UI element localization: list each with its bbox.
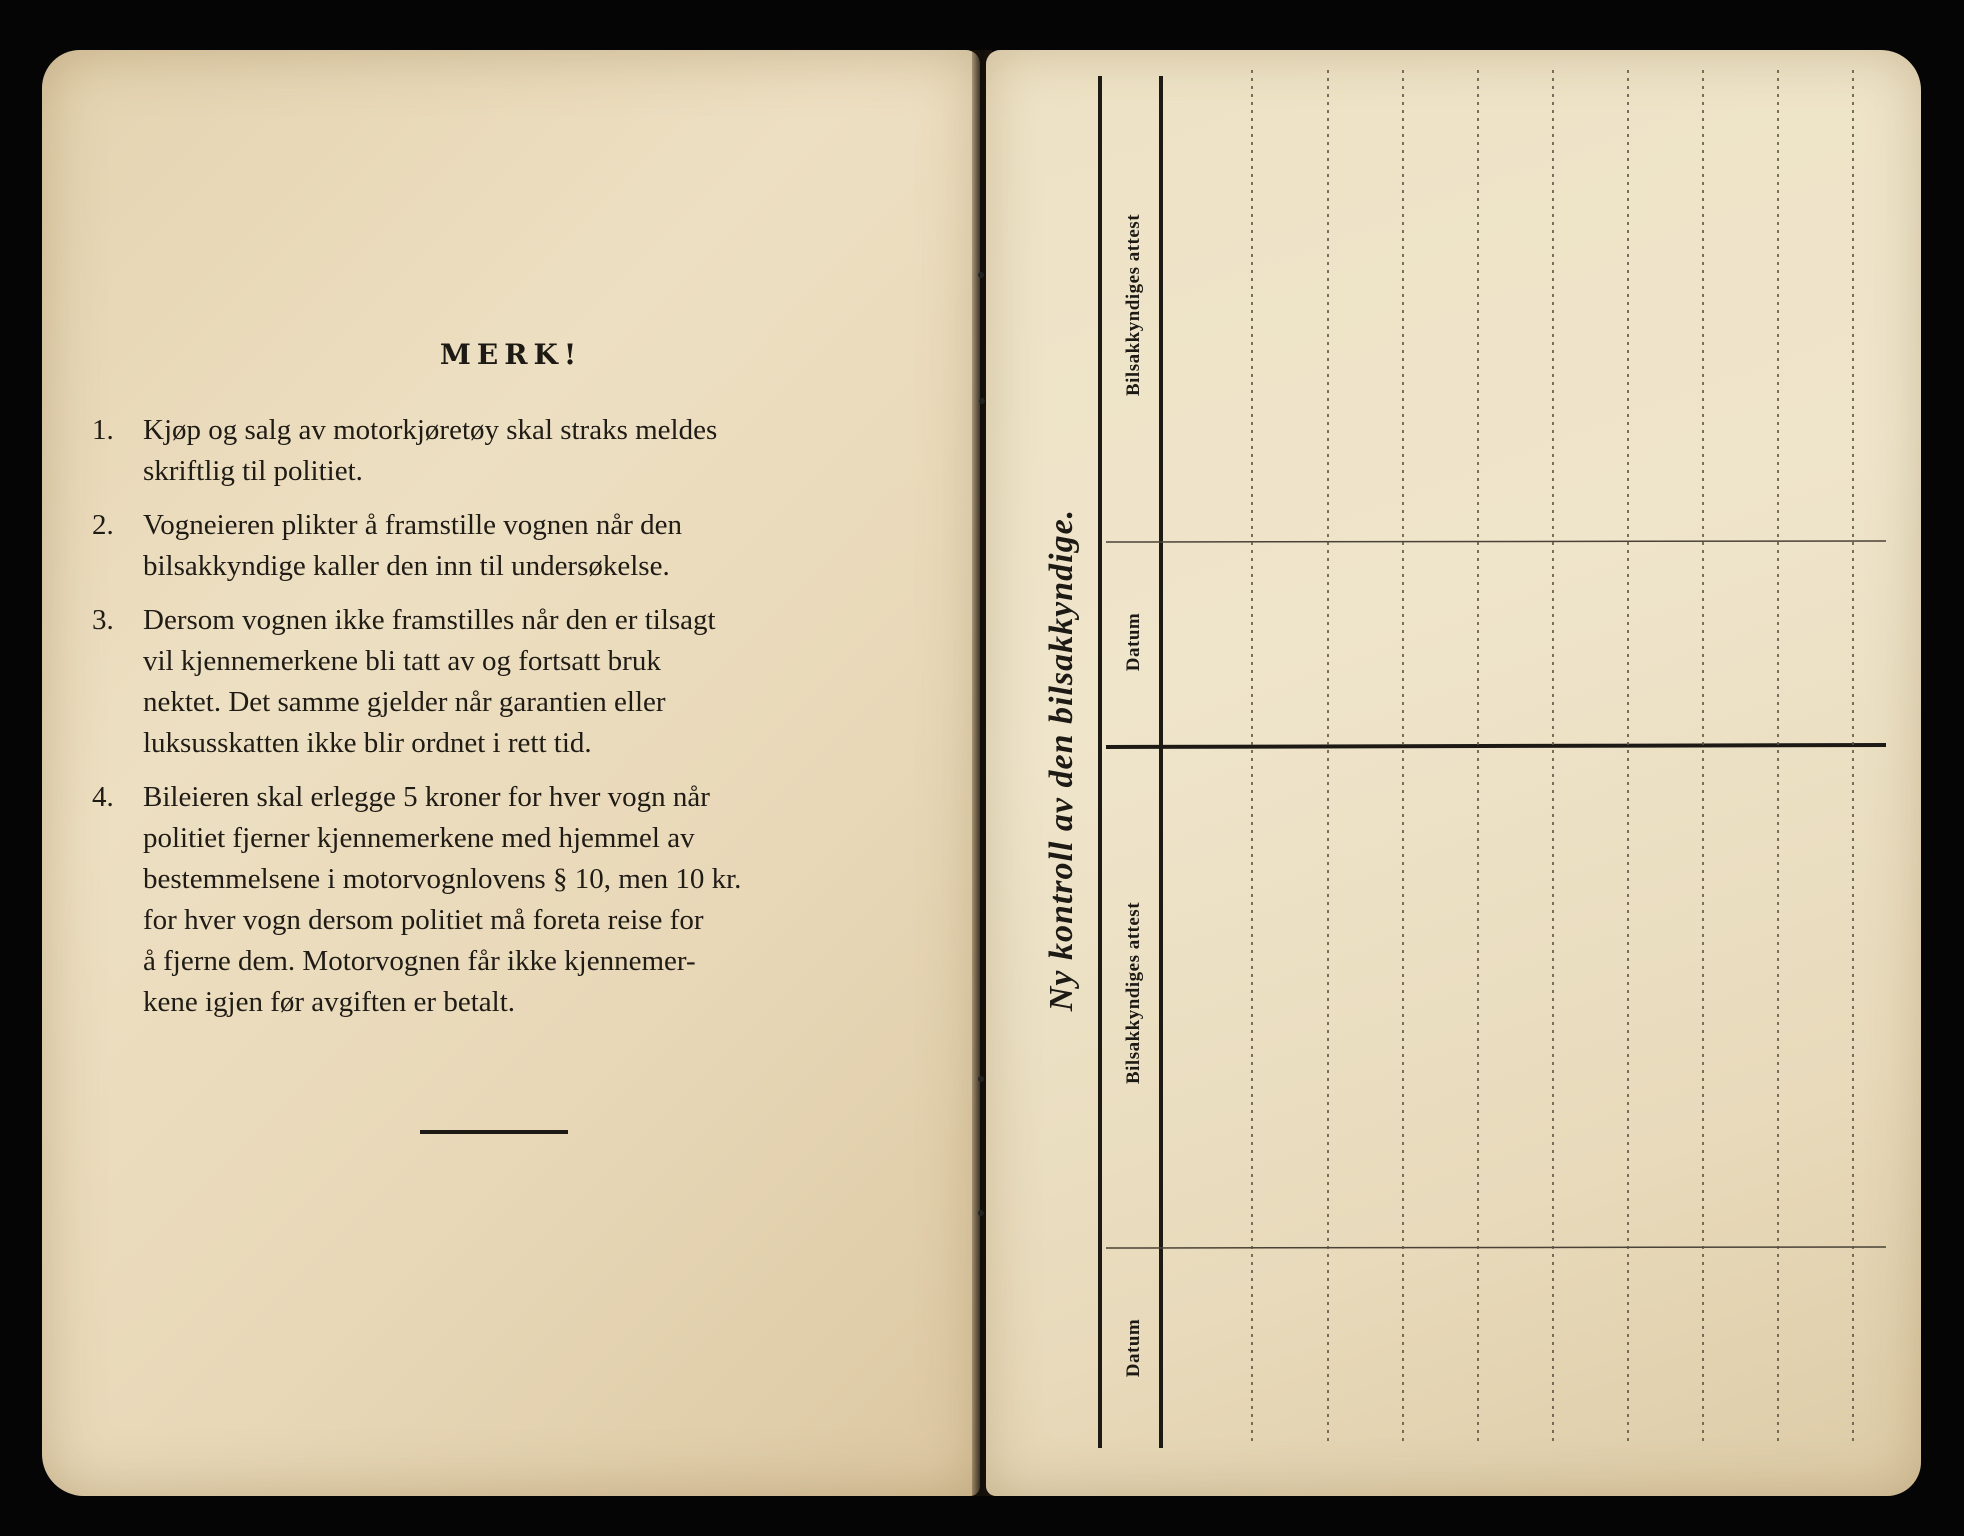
grid-divider-line xyxy=(1106,745,1886,747)
lower-attest-label: Bilsakkyndiges attest xyxy=(1123,901,1144,1085)
rule-number: 2. xyxy=(92,509,114,541)
rule-line: Bileieren skal erlegge 5 kroner for hver vogn når xyxy=(143,781,710,813)
rule-line: skriftlig til politiet. xyxy=(143,455,363,487)
rule-line: nektet. Det samme gjelder når garantien eller xyxy=(143,686,666,718)
rule-line: Dersom vognen ikke framstilles når den er tilsagt xyxy=(143,604,716,636)
rule-line: kene igjen før avgiften er betalt. xyxy=(143,986,516,1018)
rule-line: Kjøp og salg av motorkjøretøy skal straks meldes xyxy=(143,414,718,446)
dotted-column-lines xyxy=(1252,70,1853,1446)
rule-line: politiet fjerner kjennemerkene med hjemmel av xyxy=(143,822,695,854)
upper-attest-label: Bilsakkyndiges attest xyxy=(1123,213,1144,397)
rule-line: bilsakkyndige kaller den inn til undersøkelse. xyxy=(143,550,670,582)
rule-line: luksusskatten ikke blir ordnet i rett tid. xyxy=(143,727,592,759)
rule-line: bestemmelsene i motorvognlovens § 10, men 10 kr. xyxy=(143,863,742,895)
grid-row-line xyxy=(1106,541,1886,542)
rule-line: å fjerne dem. Motorvognen får ikke kjennemer- xyxy=(143,945,696,977)
rule-number: 1. xyxy=(92,414,114,446)
rule-line: for hver vogn dersom politiet må foreta reise for xyxy=(143,904,704,936)
rule-line: vil kjennemerkene bli tatt av og fortsatt bruk xyxy=(143,645,661,677)
rule-number: 3. xyxy=(92,604,114,636)
rule-number: 4. xyxy=(92,781,114,813)
grid-row-line xyxy=(1106,1247,1886,1248)
rule-line: Vogneieren plikter å framstille vognen når den xyxy=(143,509,683,541)
lower-datum-label: Datum xyxy=(1123,1318,1144,1378)
control-heading: Ny kontroll av den bilsakkyndige. xyxy=(1043,508,1080,1012)
upper-datum-label: Datum xyxy=(1123,612,1144,672)
merk-title: MERK! xyxy=(439,338,583,371)
